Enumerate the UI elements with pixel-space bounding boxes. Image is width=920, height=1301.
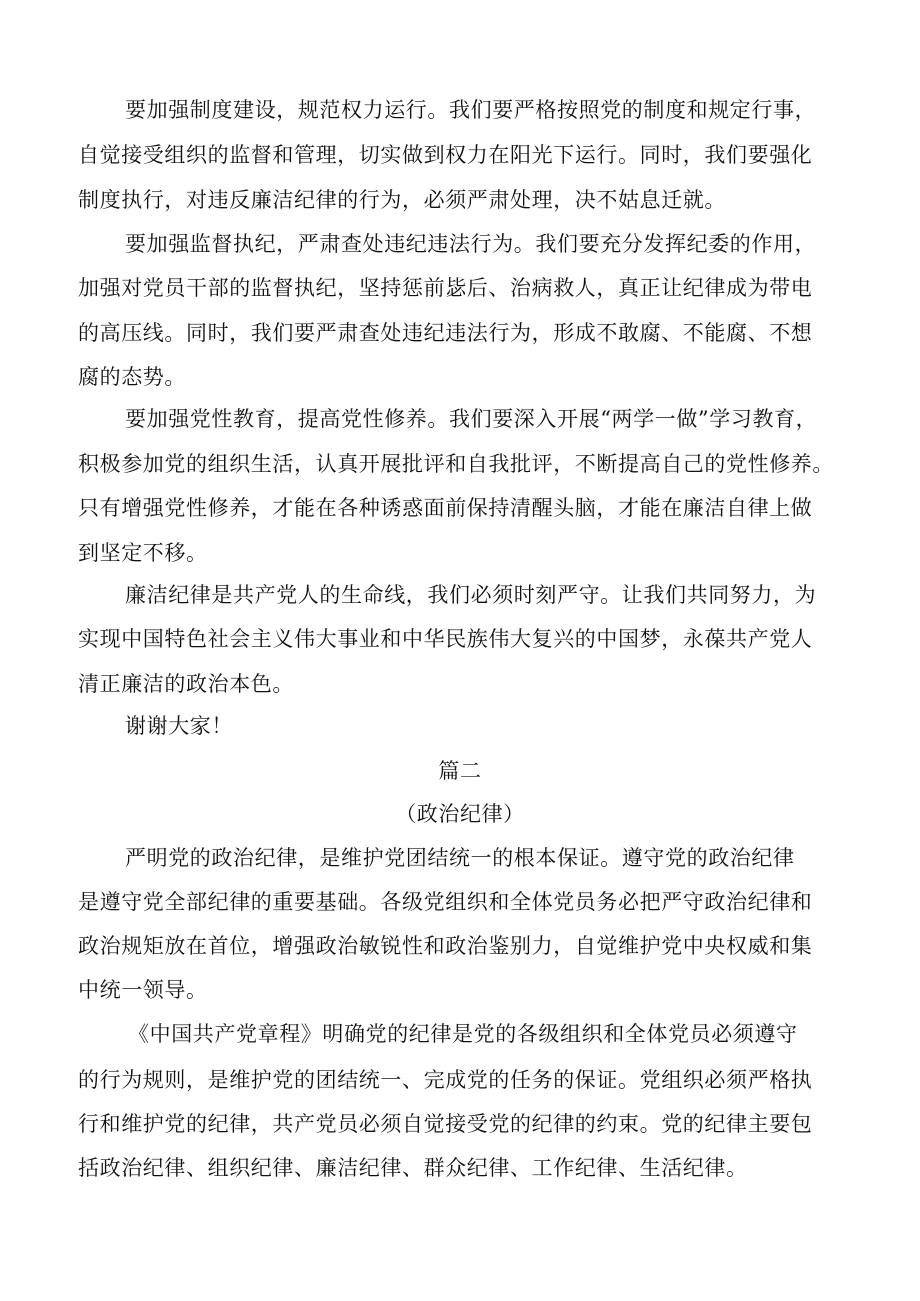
paragraph-3-line-3: 只有增强党性修养，才能在各种诱惑面前保持清醒头脑，才能在廉洁自律上做 [78,496,813,520]
paragraph-4-line-1: 廉洁纪律是共产党人的生命线，我们必须时刻严守。让我们共同努力，为 [125,583,817,607]
section-paragraph-2-line-1: 《中国共产党章程》明确党的纪律是党的各级组织和全体党员必须遵守 [128,1022,798,1046]
paragraph-1-line-1: 要加强制度建设，规范权力运行。我们要严格按照党的制度和规定行事， [125,98,817,122]
section-paragraph-1-line-3: 政治规矩放在首位，增强政治敏锐性和政治鉴别力，自觉维护党中央权威和集 [78,934,813,958]
section-subtitle: （政治纪律） [395,802,525,826]
section-paragraph-1-line-4: 中统一领导。 [78,978,208,1002]
paragraph-4-line-3: 清正廉洁的政治本色。 [78,672,294,696]
section-paragraph-2-line-4: 括政治纪律、组织纪律、廉洁纪律、群众纪律、工作纪律、生活纪律。 [78,1156,748,1180]
section-paragraph-2-line-3: 行和维护党的纪律，共产党员必须自觉接受党的纪律的约束。党的纪律主要包 [78,1112,813,1136]
paragraph-1-line-2: 自觉接受组织的监督和管理，切实做到权力在阳光下运行。同时，我们要强化 [78,143,813,167]
paragraph-3-line-2: 积极参加党的组织生活，认真开展批评和自我批评，不断提高自己的党性修养。 [78,452,834,476]
paragraph-1-line-3: 制度执行，对违反廉洁纪律的行为，必须严肃处理，决不姑息迁就。 [78,188,726,212]
paragraph-3-line-1: 要加强党性教育，提高党性修养。我们要深入开展“两学一做”学习教育， [125,407,818,431]
paragraph-2-line-1: 要加强监督执纪，严肃查处违纪违法行为。我们要充分发挥纪委的作用， [125,232,817,256]
closing-thanks: 谢谢大家！ [125,714,233,738]
paragraph-2-line-4: 腐的态势。 [78,365,186,389]
section-title: 篇二 [438,759,482,783]
paragraph-4-line-2: 实现中国特色社会主义伟大事业和中华民族伟大复兴的中国梦，永葆共产党人 [78,627,813,651]
section-paragraph-1-line-1: 严明党的政治纪律，是维护党团结统一的根本保证。遵守党的政治纪律 [125,846,795,870]
paragraph-2-line-3: 的高压线。同时，我们要严肃查处违纪违法行为，形成不敢腐、不能腐、不想 [78,321,813,345]
section-paragraph-1-line-2: 是遵守党全部纪律的重要基础。各级党组织和全体党员务必把严守政治纪律和 [78,890,813,914]
section-paragraph-2-line-2: 的行为规则，是维护党的团结统一、完成党的任务的保证。党组织必须严格执 [78,1068,813,1092]
paragraph-2-line-2: 加强对党员干部的监督执纪，坚持惩前毖后、治病救人，真正让纪律成为带电 [78,276,813,300]
paragraph-3-line-4: 到坚定不移。 [78,541,208,565]
